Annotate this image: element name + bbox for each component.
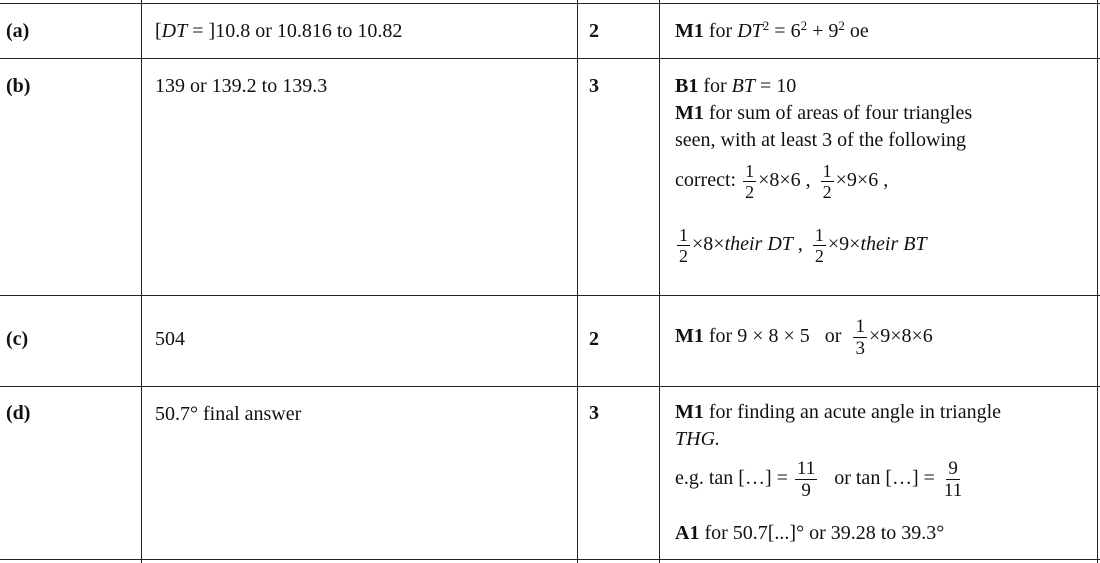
notes-text: oe: [844, 20, 869, 42]
notes-line: [675, 426, 720, 452]
notes-variable: BT: [731, 75, 756, 97]
notes-text: ×9×: [827, 233, 861, 256]
column-divider: [659, 0, 660, 563]
notes-variable: their DT: [724, 233, 793, 256]
answer-text: = ]10.8 or 10.816 to 10.82: [187, 20, 403, 42]
fraction: [743, 161, 756, 202]
superscript: 2: [838, 18, 845, 33]
notes-text: e.g. tan […] =: [675, 467, 793, 490]
marks-value: 2: [589, 20, 599, 42]
notes-text: for 50.7[...]° or 39.28 to 39.3°: [699, 522, 945, 544]
column-divider: [141, 0, 142, 563]
notes-text: ,: [792, 233, 803, 256]
superscript: 2: [800, 18, 808, 33]
numerator: 1: [822, 161, 832, 181]
notes-text: ×9×6 ,: [835, 169, 889, 192]
answer-cell: [155, 18, 402, 44]
notes-variable: THG.: [675, 428, 721, 450]
marks-value: 2: [589, 328, 599, 350]
mark-code: B1: [675, 75, 699, 97]
row-divider: [0, 386, 1100, 387]
notes-line: seen, with at least 3 of the following: [675, 129, 967, 151]
numerator: 1: [679, 225, 688, 245]
answer-variable: DT: [161, 20, 188, 42]
notes-text: ×9×8×6: [868, 325, 933, 348]
denominator: 2: [679, 246, 688, 266]
fraction: [795, 458, 817, 501]
notes-variable: DT: [737, 20, 763, 42]
row-divider: [0, 3, 1100, 4]
marks-value: 3: [589, 75, 599, 97]
column-divider: [577, 0, 578, 563]
superscript: 2: [762, 18, 770, 33]
notes-line: [675, 225, 927, 266]
fraction: [942, 458, 964, 501]
notes-text: for: [698, 75, 732, 97]
notes-line: [675, 458, 966, 501]
denominator: 3: [855, 338, 865, 359]
notes-line: [675, 161, 888, 202]
denominator: 9: [801, 480, 811, 501]
column-divider: [1097, 0, 1098, 563]
fraction: [821, 161, 834, 202]
denominator: 2: [745, 182, 755, 202]
notes-text: for sum of areas of four triangles: [703, 102, 973, 124]
row-divider: [0, 295, 1100, 296]
notes-line: [675, 73, 796, 99]
notes-text: for: [703, 20, 738, 42]
row-divider: [0, 559, 1100, 560]
part-label: (d): [6, 402, 31, 424]
notes-text: ×8×6 ,: [758, 169, 811, 192]
mark-code: M1: [675, 325, 704, 348]
notes-text: = 6: [769, 20, 801, 42]
notes-text: or tan […] =: [819, 467, 940, 490]
part-label: (b): [6, 75, 31, 97]
numerator: 11: [796, 458, 816, 479]
notes-text: + 9: [807, 20, 839, 42]
answer-cell: 504: [155, 328, 185, 350]
marks-value: 3: [589, 402, 599, 424]
part-label: (a): [6, 20, 30, 42]
notes-variable: their BT: [860, 233, 927, 256]
notes-text: for 9 × 8 × 5 or: [703, 325, 852, 348]
notes-text: for finding an acute angle in triangle: [703, 401, 1001, 423]
notes-line: [675, 399, 1001, 425]
denominator: 2: [814, 246, 824, 266]
numerator: 1: [814, 225, 824, 245]
answer-text: [: [155, 20, 162, 42]
notes-line: [675, 100, 972, 126]
denominator: 11: [943, 480, 963, 501]
answer-cell: 50.7° final answer: [155, 403, 302, 425]
answer-cell: 139 or 139.2 to 139.3: [155, 75, 328, 97]
numerator: 1: [855, 316, 865, 337]
mark-code: M1: [675, 401, 704, 423]
numerator: 9: [948, 458, 958, 479]
denominator: 2: [822, 182, 832, 202]
fraction: [853, 316, 867, 359]
mark-code: A1: [675, 522, 700, 544]
mark-code: M1: [675, 20, 704, 42]
fraction: [677, 225, 690, 266]
notes-text: = 10: [755, 75, 797, 97]
notes-cell: [675, 316, 933, 359]
numerator: 1: [745, 161, 755, 181]
row-divider: [0, 58, 1100, 59]
notes-text: ×8×: [692, 233, 725, 256]
notes-cell: [675, 18, 869, 44]
fraction: [813, 225, 826, 266]
notes-line: [675, 520, 944, 546]
notes-text: correct:: [675, 169, 742, 192]
part-label: (c): [6, 328, 29, 350]
mark-code: M1: [675, 102, 704, 124]
